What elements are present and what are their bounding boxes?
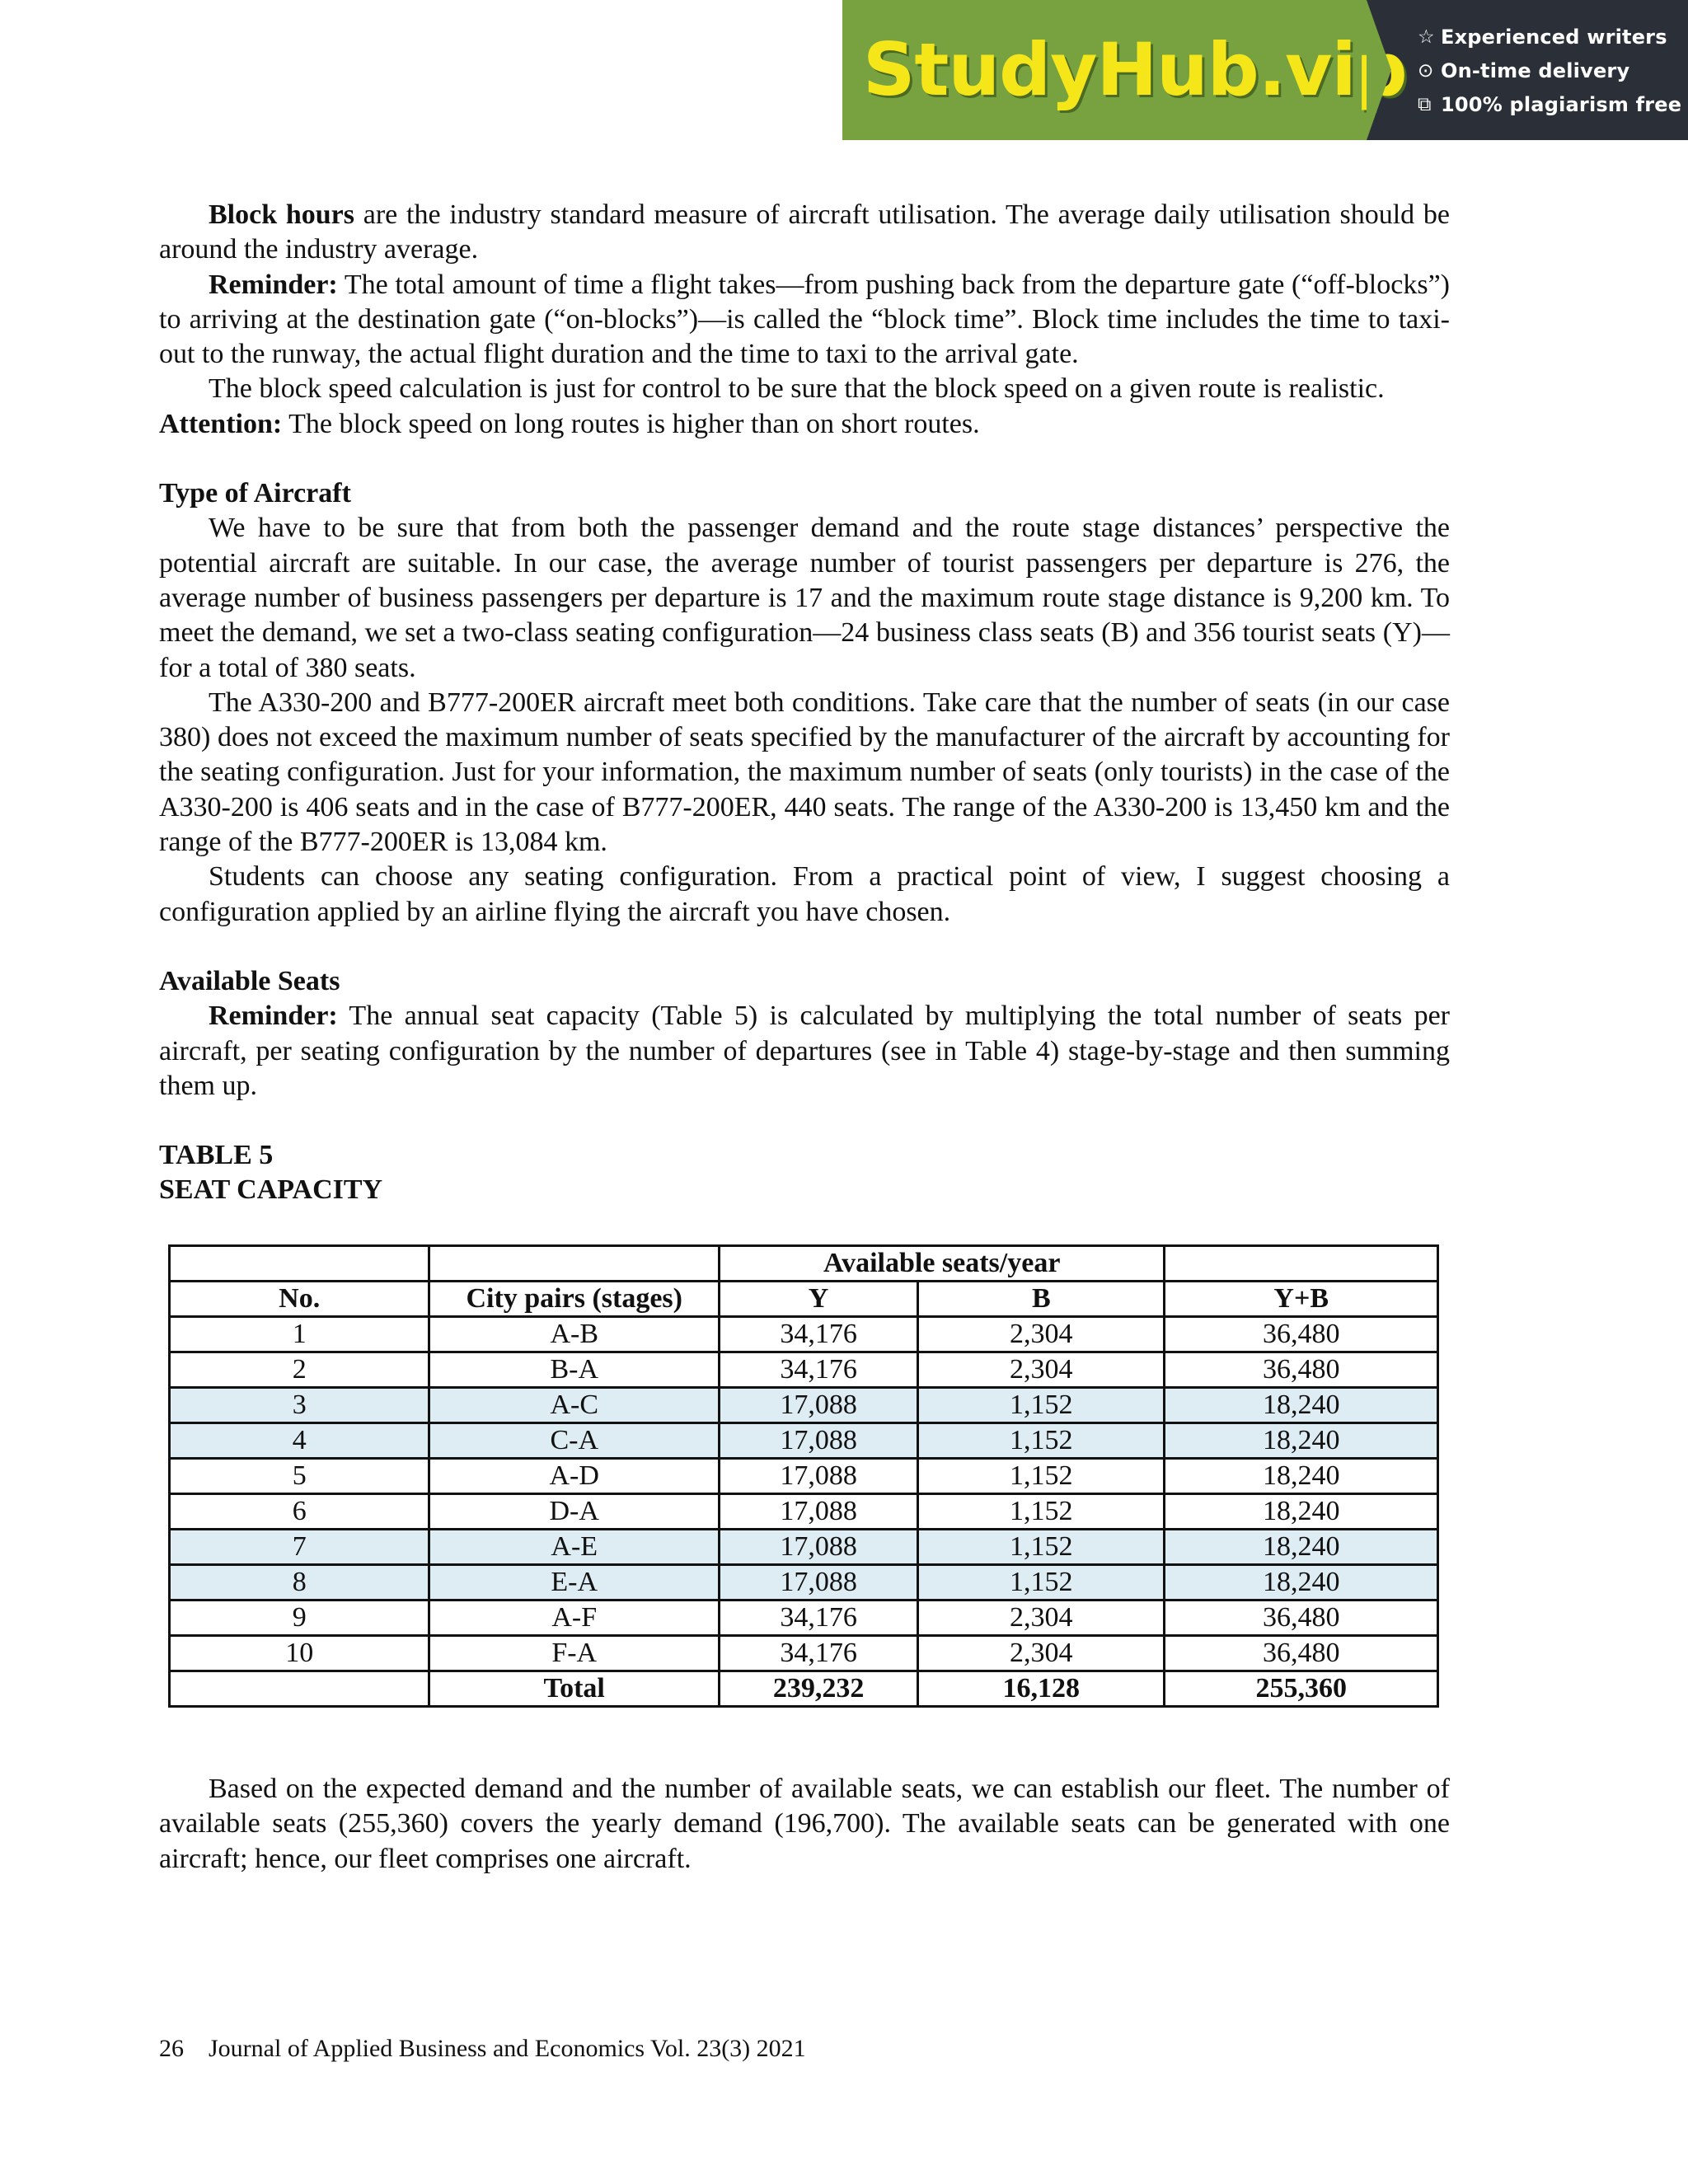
column-header: No. xyxy=(170,1282,429,1317)
table-cell: 1 xyxy=(170,1317,429,1352)
page-footer xyxy=(159,2032,806,2065)
table-title: TABLE 5 xyxy=(159,1140,274,1171)
table-cell: 34,176 xyxy=(720,1317,918,1352)
paragraph-attention xyxy=(159,407,1450,442)
table-cell: A-C xyxy=(429,1388,720,1423)
table-cell: E-A xyxy=(429,1565,720,1601)
table-cell: 17,088 xyxy=(720,1565,918,1601)
table-cell: 1,152 xyxy=(918,1565,1165,1601)
table-cell: A-D xyxy=(429,1459,720,1494)
paragraph-text: are the industry standard measure of aircraft utilisation. The average daily utilisation should be around the industry average. xyxy=(159,199,1451,265)
document-body-closing xyxy=(159,1772,1450,1877)
table-cell: 7 xyxy=(170,1530,429,1565)
heading-available-seats: Available Seats xyxy=(159,965,340,996)
table-cell: 5 xyxy=(170,1459,429,1494)
paragraph-seat-capacity xyxy=(159,999,1450,1104)
copy-icon: ⧉ xyxy=(1418,93,1432,115)
column-header: B xyxy=(918,1282,1165,1317)
table-cell: 6 xyxy=(170,1494,429,1530)
table-cell: 18,240 xyxy=(1165,1423,1438,1459)
table-cell: 1,152 xyxy=(918,1494,1165,1530)
feature-item xyxy=(1418,87,1688,121)
seat-capacity-table xyxy=(168,1244,1439,1708)
page-number: 26 xyxy=(159,2035,184,2062)
table-cell: 16,128 xyxy=(918,1671,1165,1707)
column-header: City pairs (stages) xyxy=(429,1282,720,1317)
table-cell: 17,088 xyxy=(720,1530,918,1565)
paragraph-seating-choice: Students can choose any seating configuration. From a practical point of view, I suggest choosing a configuration applied by an airline flying the aircraft you have chosen. xyxy=(159,861,1450,927)
table-cell: 18,240 xyxy=(1165,1494,1438,1530)
term-block-hours: Block hours xyxy=(209,199,355,230)
document-body xyxy=(159,198,1450,1207)
table-cell: A-F xyxy=(429,1601,720,1636)
table-cell: A-B xyxy=(429,1317,720,1352)
table-cell: 17,088 xyxy=(720,1423,918,1459)
table-cell: 1,152 xyxy=(918,1530,1165,1565)
table-cell: 239,232 xyxy=(720,1671,918,1707)
paragraph-text: The total amount of time a flight takes—from pushing back from the departure gate (“off-blocks”) to arriving at the destination gate (“on-blocks”)—is called the “block time”. Block time includes the time to taxi-out to the runway, the actual flight duration and the time to taxi to the arrival gate. xyxy=(159,269,1450,370)
table-cell: 18,240 xyxy=(1165,1530,1438,1565)
paragraph-aircraft-conditions: The A330-200 and B777-200ER aircraft meet both conditions. Take care that the number of seats (in our case 380) does not exceed the maximum number of seats specified by the manufacturer of the aircraft by accounting for the seating configuration. Just for your information, the maximum number of seats (only tourists) in the case of the A330-200 is 406 seats and in the case of B777-200ER, 440 seats. The range of the A330-200 is 13,450 km and the range of the B777-200ER is 13,084 km. xyxy=(159,687,1450,858)
table-cell xyxy=(170,1671,429,1707)
table-cell: 18,240 xyxy=(1165,1459,1438,1494)
column-header: Y+B xyxy=(1165,1282,1438,1317)
table-cell: 34,176 xyxy=(720,1636,918,1671)
table-row xyxy=(170,1601,1438,1636)
table-subtitle: SEAT CAPACITY xyxy=(159,1174,383,1206)
paragraph-text: The block speed on long routes is higher than on short routes. xyxy=(282,408,980,439)
reminder-label: Reminder: xyxy=(209,1001,338,1032)
table-cell: 2 xyxy=(170,1352,429,1388)
table-header-row xyxy=(170,1282,1438,1317)
table-cell: A-E xyxy=(429,1530,720,1565)
table-row xyxy=(170,1423,1438,1459)
table-cell: 36,480 xyxy=(1165,1601,1438,1636)
table-cell: C-A xyxy=(429,1423,720,1459)
table-cell: 36,480 xyxy=(1165,1317,1438,1352)
paragraph-block-speed: The block speed calculation is just for control to be sure that the block speed on a given route is realistic. xyxy=(209,373,1385,405)
table-cell: 1,152 xyxy=(918,1459,1165,1494)
feature-label: 100% plagiarism free xyxy=(1441,92,1682,116)
table-group-header-row xyxy=(170,1246,1438,1282)
table-cell: 10 xyxy=(170,1636,429,1671)
table-cell: 1,152 xyxy=(918,1388,1165,1423)
table-cell: 18,240 xyxy=(1165,1565,1438,1601)
feature-item xyxy=(1418,20,1688,54)
brand-logo: StudyHub.vip xyxy=(863,27,1407,112)
table-cell: 2,304 xyxy=(918,1317,1165,1352)
column-header: Y xyxy=(720,1282,918,1317)
feature-item xyxy=(1418,54,1688,87)
table-cell: B-A xyxy=(429,1352,720,1388)
paragraph-text: The annual seat capacity (Table 5) is calculated by multiplying the total number of seats per aircraft, per seating configuration by the number of departures (see in Table 4) stage-by-stage and then summing them up. xyxy=(159,1001,1450,1101)
journal-citation: Journal of Applied Business and Economics Vol. 23(3) 2021 xyxy=(209,2035,806,2062)
table-row xyxy=(170,1636,1438,1671)
table-row xyxy=(170,1352,1438,1388)
table-cell: F-A xyxy=(429,1636,720,1671)
paragraph-reminder-block-time xyxy=(159,268,1450,373)
table-cell: 34,176 xyxy=(720,1352,918,1388)
table-total-row xyxy=(170,1671,1438,1707)
table-row xyxy=(170,1317,1438,1352)
table-cell: 2,304 xyxy=(918,1601,1165,1636)
table-cell: 17,088 xyxy=(720,1388,918,1423)
paragraph-block-hours xyxy=(159,198,1450,268)
studyhub-banner[interactable] xyxy=(842,0,1688,140)
table-row xyxy=(170,1494,1438,1530)
table-cell: 255,360 xyxy=(1165,1671,1438,1707)
table-cell: 4 xyxy=(170,1423,429,1459)
table-cell: 17,088 xyxy=(720,1459,918,1494)
heading-type-of-aircraft: Type of Aircraft xyxy=(159,478,351,509)
features-panel xyxy=(1367,0,1688,140)
table-cell: 36,480 xyxy=(1165,1352,1438,1388)
table-row xyxy=(170,1459,1438,1494)
table-cell: 3 xyxy=(170,1388,429,1423)
feature-label: Experienced writers xyxy=(1441,25,1667,49)
table-cell: 17,088 xyxy=(720,1494,918,1530)
table-row xyxy=(170,1530,1438,1565)
paragraph-fleet: Based on the expected demand and the number of available seats, we can establish our fleet. The number of available seats (255,360) covers the yearly demand (196,700). The available seats can be generated with one aircraft; hence, our fleet comprises one aircraft. xyxy=(159,1774,1450,1874)
table-row xyxy=(170,1565,1438,1601)
reminder-label: Reminder: xyxy=(209,269,338,300)
table-cell: D-A xyxy=(429,1494,720,1530)
star-icon: ☆ xyxy=(1418,26,1435,48)
table-cell: 36,480 xyxy=(1165,1636,1438,1671)
table-body xyxy=(170,1317,1438,1671)
table-cell: 34,176 xyxy=(720,1601,918,1636)
group-header-available-seats: Available seats/year xyxy=(720,1246,1165,1282)
table-cell: 18,240 xyxy=(1165,1388,1438,1423)
table-row xyxy=(170,1388,1438,1423)
table-cell: 8 xyxy=(170,1565,429,1601)
attention-label: Attention: xyxy=(159,408,283,439)
clock-icon: ⊙ xyxy=(1418,59,1434,82)
table-cell: Total xyxy=(429,1671,720,1707)
brand-panel xyxy=(842,0,1407,140)
table-cell: 1,152 xyxy=(918,1423,1165,1459)
table-cell: 9 xyxy=(170,1601,429,1636)
paragraph-demand: We have to be sure that from both the passenger demand and the route stage distances’ perspective the potential aircraft are suitable. In our case, the average number of tourist passengers per departure is 276, the average number of business passengers per departure is 17 and the maximum route stage distance is 9,200 km. To meet the demand, we set a two-class seating configuration—24 business class seats (B) and 356 tourist seats (Y)—for a total of 380 seats. xyxy=(159,513,1450,683)
table-cell: 2,304 xyxy=(918,1636,1165,1671)
table-cell: 2,304 xyxy=(918,1352,1165,1388)
feature-label: On-time delivery xyxy=(1441,59,1630,82)
